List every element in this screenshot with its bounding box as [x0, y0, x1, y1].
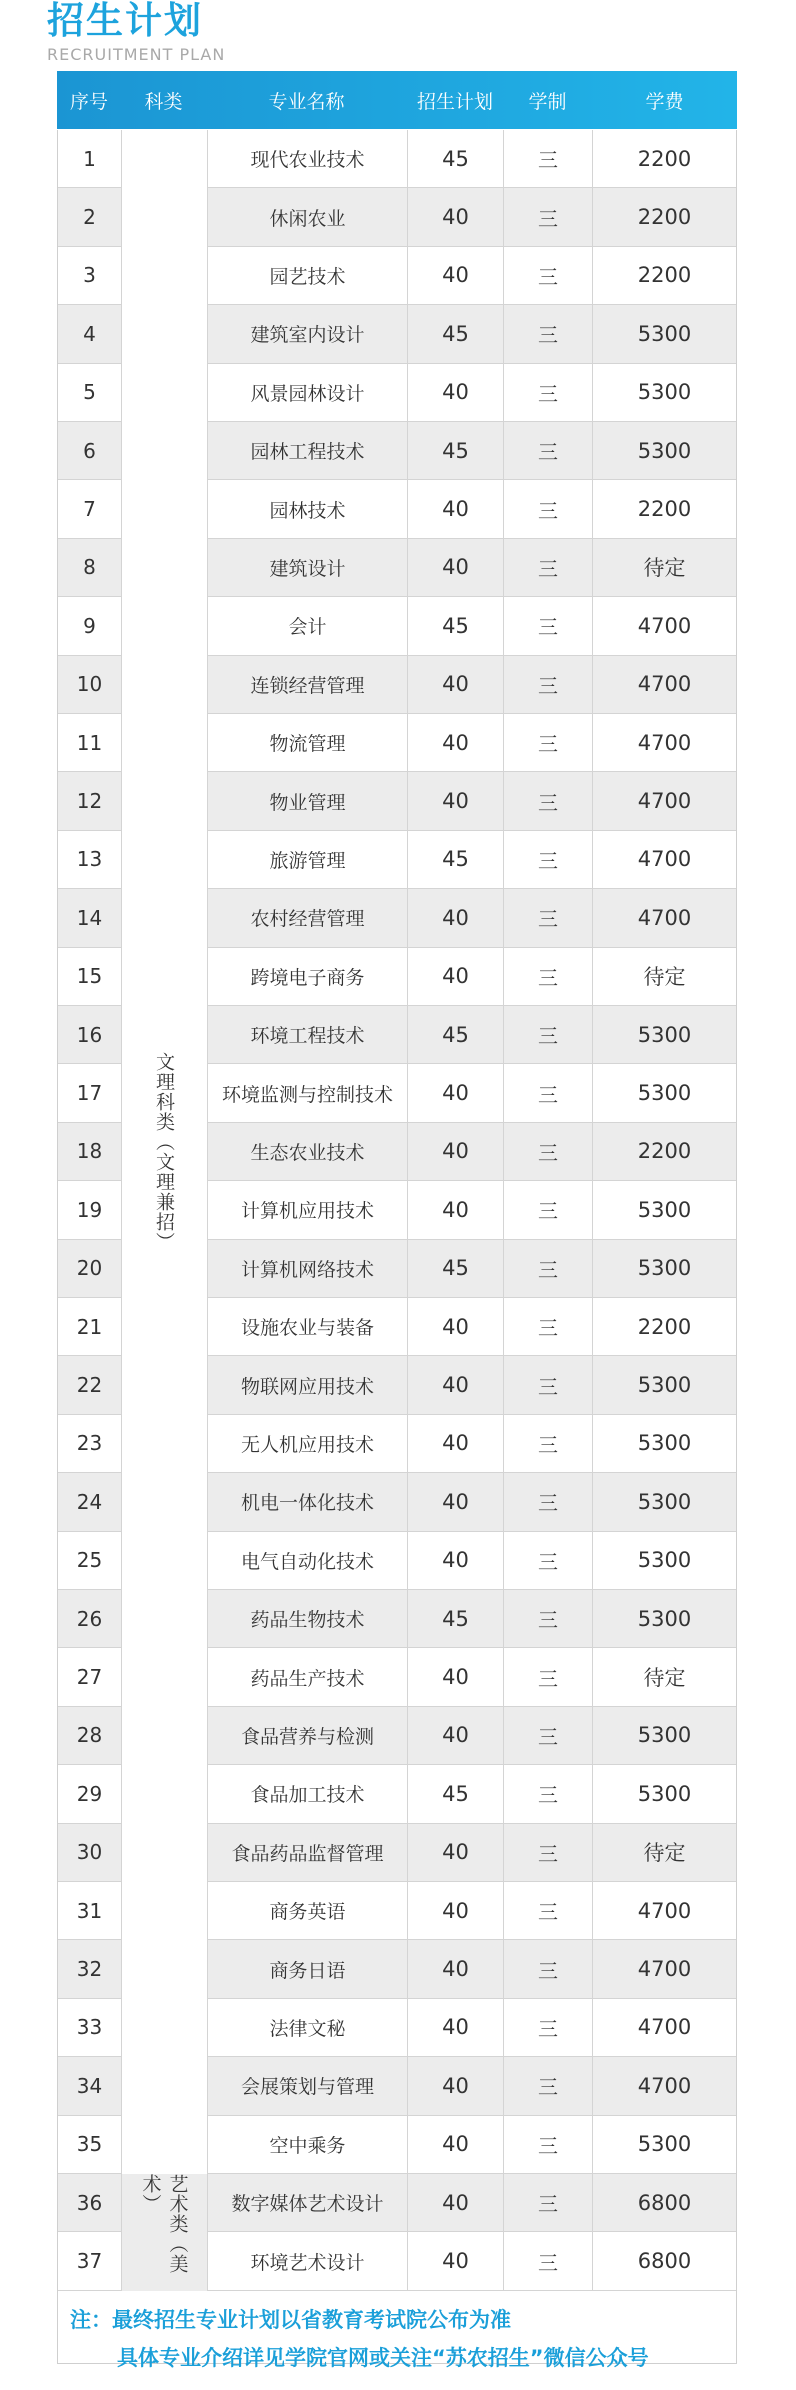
cell-fee: 5300	[593, 2116, 736, 2174]
cell-length: 三	[504, 1590, 593, 1648]
cell-fee: 5300	[593, 1765, 736, 1823]
cell-no: 34	[58, 2057, 122, 2115]
cell-length: 三	[504, 539, 593, 597]
cell-plan: 40	[408, 1064, 504, 1122]
cell-plan: 40	[408, 1473, 504, 1531]
cell-major-name: 建筑设计	[207, 539, 408, 597]
cell-fee: 5300	[593, 1006, 736, 1064]
cell-fee: 5300	[593, 1707, 736, 1765]
cell-fee: 5300	[593, 1356, 736, 1414]
cell-major-name: 物业管理	[207, 772, 408, 830]
cell-length: 三	[504, 247, 593, 305]
cell-plan: 40	[408, 247, 504, 305]
cell-major-name: 计算机网络技术	[207, 1240, 408, 1298]
cell-length: 三	[504, 1707, 593, 1765]
cell-plan: 40	[408, 539, 504, 597]
cell-length: 三	[504, 1999, 593, 2057]
cell-no: 31	[58, 1882, 122, 1940]
cell-fee: 6800	[593, 2232, 736, 2290]
cell-plan: 40	[408, 2232, 504, 2290]
cell-plan: 45	[408, 422, 504, 480]
cell-length: 三	[504, 1532, 593, 1590]
cell-major-name: 物流管理	[207, 714, 408, 772]
cell-major-name: 风景园林设计	[207, 364, 408, 422]
cell-length: 三	[504, 1240, 593, 1298]
cell-no: 9	[58, 597, 122, 655]
cell-major-name: 园林工程技术	[207, 422, 408, 480]
cell-fee: 4700	[593, 889, 736, 947]
cell-length: 三	[504, 305, 593, 363]
cell-plan: 45	[408, 305, 504, 363]
cell-plan: 40	[408, 656, 504, 714]
category-cell-general	[122, 130, 207, 2173]
cell-length: 三	[504, 1765, 593, 1823]
cell-fee: 4700	[593, 656, 736, 714]
cell-plan: 40	[408, 1648, 504, 1706]
cell-no: 12	[58, 772, 122, 830]
cell-fee: 待定	[593, 1824, 736, 1882]
cell-fee: 2200	[593, 1123, 736, 1181]
cell-no: 15	[58, 948, 122, 1006]
cell-fee: 4700	[593, 714, 736, 772]
cell-fee: 5300	[593, 1590, 736, 1648]
cell-no: 30	[58, 1824, 122, 1882]
cell-no: 36	[58, 2174, 122, 2232]
cell-length: 三	[504, 948, 593, 1006]
cell-major-name: 园林技术	[207, 480, 408, 538]
cell-length: 三	[504, 714, 593, 772]
cell-major-name: 商务日语	[207, 1940, 408, 1998]
cell-fee: 4700	[593, 1882, 736, 1940]
cell-fee: 4700	[593, 772, 736, 830]
cell-length: 三	[504, 597, 593, 655]
cell-fee: 5300	[593, 1064, 736, 1122]
cell-no: 3	[58, 247, 122, 305]
cell-major-name: 数字媒体艺术设计	[207, 2174, 408, 2232]
cell-plan: 45	[408, 831, 504, 889]
cell-fee: 5300	[593, 1473, 736, 1531]
page-subtitle: RECRUITMENT PLAN	[47, 45, 226, 64]
cell-length: 三	[504, 1824, 593, 1882]
cell-plan: 40	[408, 2057, 504, 2115]
cell-major-name: 电气自动化技术	[207, 1532, 408, 1590]
cell-length: 三	[504, 480, 593, 538]
cell-no: 6	[58, 422, 122, 480]
cell-no: 24	[58, 1473, 122, 1531]
cell-major-name: 旅游管理	[207, 831, 408, 889]
cell-length: 三	[504, 1181, 593, 1239]
cell-major-name: 食品药品监督管理	[207, 1824, 408, 1882]
cell-fee: 4700	[593, 597, 736, 655]
cell-no: 1	[58, 130, 122, 188]
cell-plan: 40	[408, 1707, 504, 1765]
cell-plan: 40	[408, 1298, 504, 1356]
note-line-2: 具体专业介绍详见学院官网或关注“苏农招生”微信公众号	[117, 2346, 649, 2370]
cell-no: 17	[58, 1064, 122, 1122]
cell-no: 19	[58, 1181, 122, 1239]
cell-major-name: 设施农业与装备	[207, 1298, 408, 1356]
cell-no: 11	[58, 714, 122, 772]
cell-no: 14	[58, 889, 122, 947]
cell-length: 三	[504, 656, 593, 714]
cell-plan: 40	[408, 714, 504, 772]
cell-plan: 45	[408, 130, 504, 188]
cell-length: 三	[504, 1356, 593, 1414]
cell-no: 7	[58, 480, 122, 538]
cell-length: 三	[504, 1064, 593, 1122]
cell-plan: 40	[408, 364, 504, 422]
cell-major-name: 药品生产技术	[207, 1648, 408, 1706]
cell-major-name: 建筑室内设计	[207, 305, 408, 363]
cell-length: 三	[504, 1473, 593, 1531]
cell-plan: 45	[408, 597, 504, 655]
cell-plan: 40	[408, 2174, 504, 2232]
cell-fee: 2200	[593, 1298, 736, 1356]
cell-no: 16	[58, 1006, 122, 1064]
cell-fee: 4700	[593, 2057, 736, 2115]
cell-fee: 待定	[593, 948, 736, 1006]
cell-no: 37	[58, 2232, 122, 2290]
cell-length: 三	[504, 2174, 593, 2232]
cell-no: 5	[58, 364, 122, 422]
cell-plan: 40	[408, 2116, 504, 2174]
cell-fee: 5300	[593, 364, 736, 422]
header-plan: 招生计划	[416, 90, 493, 113]
cell-plan: 40	[408, 1824, 504, 1882]
header-length: 学制	[528, 90, 567, 113]
cell-length: 三	[504, 889, 593, 947]
cell-major-name: 环境工程技术	[207, 1006, 408, 1064]
cell-major-name: 跨境电子商务	[207, 948, 408, 1006]
cell-no: 20	[58, 1240, 122, 1298]
cell-plan: 40	[408, 1415, 504, 1473]
cell-major-name: 生态农业技术	[207, 1123, 408, 1181]
cell-fee: 5300	[593, 305, 736, 363]
cell-no: 23	[58, 1415, 122, 1473]
cell-fee: 待定	[593, 1648, 736, 1706]
cell-major-name: 商务英语	[207, 1882, 408, 1940]
cell-fee: 待定	[593, 539, 736, 597]
cell-major-name: 计算机应用技术	[207, 1181, 408, 1239]
cell-length: 三	[504, 1123, 593, 1181]
cell-length: 三	[504, 2116, 593, 2174]
cell-major-name: 现代农业技术	[207, 130, 408, 188]
cell-length: 三	[504, 1882, 593, 1940]
category-label: 艺术类（美术）	[139, 2174, 189, 2274]
cell-plan: 45	[408, 1765, 504, 1823]
cell-no: 2	[58, 188, 122, 246]
table-header-row	[57, 71, 737, 129]
cell-plan: 40	[408, 948, 504, 1006]
cell-no: 35	[58, 2116, 122, 2174]
table-body	[57, 130, 737, 2364]
cell-plan: 40	[408, 889, 504, 947]
cell-fee: 5300	[593, 422, 736, 480]
cell-major-name: 药品生物技术	[207, 1590, 408, 1648]
cell-plan: 45	[408, 1240, 504, 1298]
cell-plan: 40	[408, 1999, 504, 2057]
cell-length: 三	[504, 1648, 593, 1706]
page-header	[45, 0, 745, 66]
cell-length: 三	[504, 364, 593, 422]
cell-major-name: 无人机应用技术	[207, 1415, 408, 1473]
header-category: 科类	[144, 90, 183, 113]
cell-fee: 5300	[593, 1181, 736, 1239]
cell-no: 33	[58, 1999, 122, 2057]
cell-plan: 40	[408, 1356, 504, 1414]
cell-plan: 45	[408, 1006, 504, 1064]
cell-no: 32	[58, 1940, 122, 1998]
cell-plan: 40	[408, 1532, 504, 1590]
cell-major-name: 会计	[207, 597, 408, 655]
cell-length: 三	[504, 422, 593, 480]
cell-major-name: 会展策划与管理	[207, 2057, 408, 2115]
cell-major-name: 环境监测与控制技术	[207, 1064, 408, 1122]
cell-plan: 40	[408, 1940, 504, 1998]
cell-plan: 45	[408, 1590, 504, 1648]
cell-major-name: 环境艺术设计	[207, 2232, 408, 2290]
category-label: 文理科类（文理兼招）	[153, 1051, 175, 1252]
cell-no: 13	[58, 831, 122, 889]
page-title: 招生计划	[47, 0, 203, 42]
cell-major-name: 连锁经营管理	[207, 656, 408, 714]
cell-no: 8	[58, 539, 122, 597]
cell-length: 三	[504, 831, 593, 889]
note-line-1: 注：最终招生专业计划以省教育考试院公布为准	[70, 2308, 511, 2332]
header-fee: 学费	[645, 90, 684, 113]
cell-length: 三	[504, 1415, 593, 1473]
cell-fee: 5300	[593, 1415, 736, 1473]
cell-major-name: 机电一体化技术	[207, 1473, 408, 1531]
cell-no: 25	[58, 1532, 122, 1590]
cell-no: 18	[58, 1123, 122, 1181]
cell-major-name: 物联网应用技术	[207, 1356, 408, 1414]
cell-no: 29	[58, 1765, 122, 1823]
cell-major-name: 食品营养与检测	[207, 1707, 408, 1765]
cell-major-name: 空中乘务	[207, 2116, 408, 2174]
category-cell-art	[122, 2174, 207, 2291]
cell-plan: 40	[408, 188, 504, 246]
cell-no: 21	[58, 1298, 122, 1356]
cell-length: 三	[504, 1298, 593, 1356]
cell-plan: 40	[408, 480, 504, 538]
cell-fee: 5300	[593, 1532, 736, 1590]
cell-plan: 40	[408, 772, 504, 830]
cell-length: 三	[504, 772, 593, 830]
cell-major-name: 园艺技术	[207, 247, 408, 305]
cell-length: 三	[504, 2057, 593, 2115]
cell-no: 10	[58, 656, 122, 714]
cell-major-name: 休闲农业	[207, 188, 408, 246]
cell-no: 26	[58, 1590, 122, 1648]
cell-length: 三	[504, 2232, 593, 2290]
cell-fee: 6800	[593, 2174, 736, 2232]
cell-no: 27	[58, 1648, 122, 1706]
cell-fee: 4700	[593, 1940, 736, 1998]
cell-fee: 5300	[593, 1240, 736, 1298]
cell-major-name: 食品加工技术	[207, 1765, 408, 1823]
cell-length: 三	[504, 188, 593, 246]
cell-plan: 40	[408, 1123, 504, 1181]
cell-fee: 4700	[593, 831, 736, 889]
cell-fee: 2200	[593, 188, 736, 246]
cell-no: 4	[58, 305, 122, 363]
cell-length: 三	[504, 1006, 593, 1064]
cell-major-name: 法律文秘	[207, 1999, 408, 2057]
cell-no: 22	[58, 1356, 122, 1414]
cell-fee: 2200	[593, 247, 736, 305]
header-major: 专业名称	[268, 90, 345, 113]
cell-length: 三	[504, 1940, 593, 1998]
cell-fee: 2200	[593, 130, 736, 188]
cell-length: 三	[504, 130, 593, 188]
cell-no: 28	[58, 1707, 122, 1765]
cell-fee: 2200	[593, 480, 736, 538]
cell-plan: 40	[408, 1181, 504, 1239]
header-no: 序号	[69, 90, 108, 113]
cell-fee: 4700	[593, 1999, 736, 2057]
cell-major-name: 农村经营管理	[207, 889, 408, 947]
cell-plan: 40	[408, 1882, 504, 1940]
